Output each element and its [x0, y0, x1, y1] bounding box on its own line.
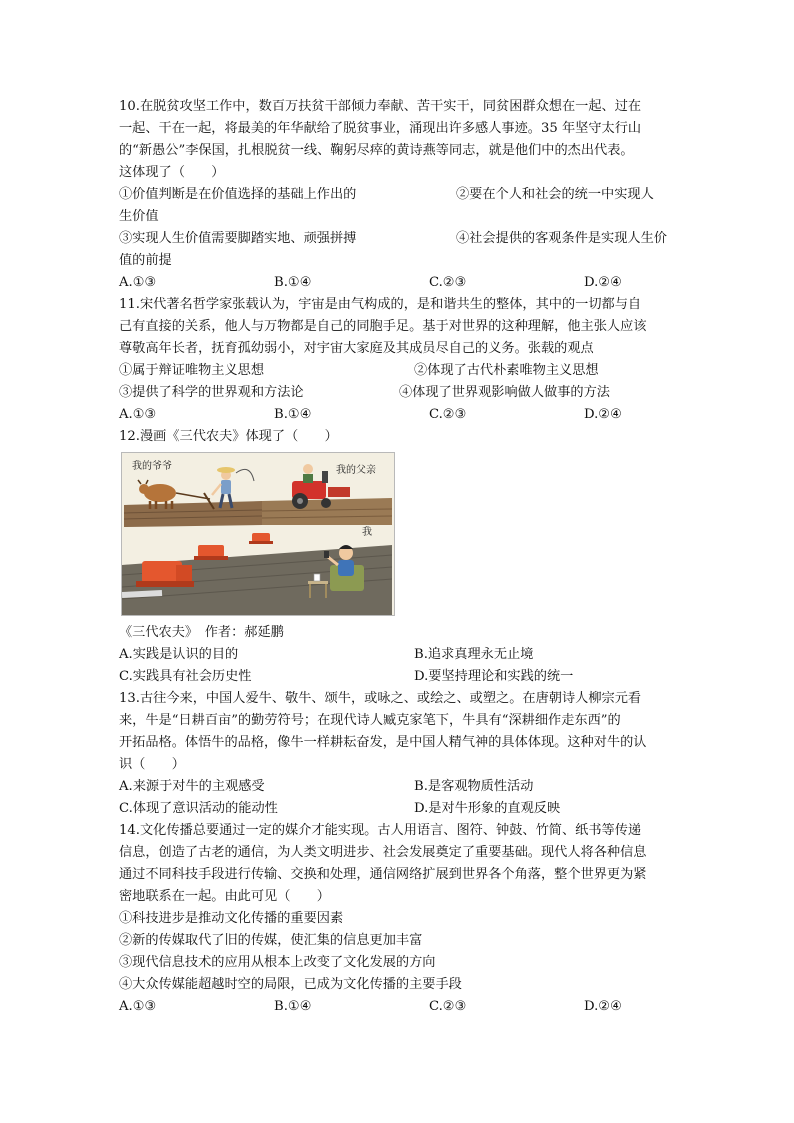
cartoon-illustration: [122, 453, 394, 615]
question-stem-line: 一起、干在一起，将最美的年华献给了脱贫事业，涌现出许多感人事迹。35 年坚守太行山: [119, 121, 642, 136]
statement-4: ④大众传媒能超越时空的局限，已成为文化传播的主要手段: [119, 977, 462, 992]
question-stem-line: 开拓品格。体悟牛的品格，像牛一样耕耘奋发，是中国人精气神的具体体现。这种对牛的认: [119, 735, 647, 750]
statement-4: ④体现了世界观影响做人做事的方法: [399, 385, 610, 400]
question-stem-line: 识（ ）: [119, 757, 185, 772]
question-stem-line: 密地联系在一起。由此可见（ ）: [119, 889, 330, 904]
statement-row: [119, 382, 679, 404]
question-stem-line: 11.宋代著名哲学家张载认为，宇宙是由气构成的，是和谐共生的整体，其中的一切都与自: [119, 297, 642, 312]
question-stem-line: 通过不同科技手段进行传输、交换和处理，通信网络扩展到世界各个角落，整个世界更为紧: [119, 867, 647, 882]
option-c[interactable]: C.实践具有社会历史性: [119, 669, 252, 684]
option-d[interactable]: D.是对牛形象的直观反映: [414, 801, 561, 816]
question-11: [119, 294, 679, 426]
statement-1: ①属于辩证唯物主义思想: [119, 363, 265, 378]
question-10: [119, 96, 679, 294]
option-b[interactable]: B.①④: [274, 275, 312, 290]
question-stem-line: 来，牛是“日耕百亩”的勤劳符号；在现代诗人臧克家笔下，牛具有“深耕细作走东西”的: [119, 713, 621, 728]
cartoon-caption: 《三代农夫》 作者：郝延鹏: [119, 625, 284, 640]
option-c[interactable]: C.②③: [429, 407, 467, 422]
statement-4: ④社会提供的客观条件是实现人生价: [456, 231, 667, 246]
option-d[interactable]: D.②④: [584, 407, 622, 422]
question-13: [119, 688, 679, 820]
cartoon-label-grandpa: 我的爷爷: [132, 461, 172, 472]
statement-row: [119, 228, 679, 250]
question-stem-line: 信息，创造了古老的通信，为人类文明进步、社会发展奠定了重要基础。现代人将各种信息: [119, 845, 647, 860]
option-b[interactable]: B.是客观物质性活动: [414, 779, 534, 794]
statement-1: ①价值判断是在价值选择的基础上作出的: [119, 187, 357, 202]
statement-3: ③实现人生价值需要脚踏实地、顽强拼搏: [119, 231, 357, 246]
answer-options: [119, 272, 679, 294]
statement-2: ②体现了古代朴素唯物主义思想: [414, 363, 599, 378]
answer-options: [119, 644, 679, 666]
option-d[interactable]: D.要坚持理论和实践的统一: [414, 669, 574, 684]
cartoon-label-me: 我: [362, 527, 372, 538]
answer-options: [119, 798, 679, 820]
question-list: [119, 96, 679, 1018]
statement-3: ③现代信息技术的应用从根本上改变了文化发展的方向: [119, 955, 436, 970]
question-stem-line: 10.在脱贫攻坚工作中，数百万扶贫干部倾力奉献、苦干实干，同贫困群众想在一起、过在: [119, 99, 642, 114]
question-14: [119, 820, 679, 1018]
question-stem-line: 尊敬高年长者，抚育孤幼弱小，对宇宙大家庭及其成员尽自己的义务。张载的观点: [119, 341, 594, 356]
statement-2: ②新的传媒取代了旧的传媒，使汇集的信息更加丰富: [119, 933, 423, 948]
answer-options: [119, 404, 679, 426]
answer-options: [119, 776, 679, 798]
option-b[interactable]: B.①④: [274, 999, 312, 1014]
statement-row: [119, 360, 679, 382]
question-12: [119, 426, 679, 688]
question-stem-line: 这体现了（ ）: [119, 165, 225, 180]
statement-2-continued: 生价值: [119, 209, 159, 224]
option-a[interactable]: A.①③: [119, 407, 157, 422]
answer-options: [119, 666, 679, 688]
option-d[interactable]: D.②④: [584, 275, 622, 290]
option-d[interactable]: D.②④: [584, 999, 622, 1014]
option-a[interactable]: A.①③: [119, 275, 157, 290]
option-a[interactable]: A.实践是认识的目的: [119, 647, 239, 662]
statement-2: ②要在个人和社会的统一中实现人: [456, 187, 654, 202]
statement-4-continued: 值的前提: [119, 253, 172, 268]
question-stem-line: 14.文化传播总要通过一定的媒介才能实现。古人用语言、图符、钟鼓、竹简、纸书等传递: [119, 823, 642, 838]
option-b[interactable]: B.①④: [274, 407, 312, 422]
option-c[interactable]: C.②③: [429, 999, 467, 1014]
answer-options: [119, 996, 679, 1018]
option-b[interactable]: B.追求真理永无止境: [414, 647, 534, 662]
question-stem-line: 12.漫画《三代农夫》体现了（ ）: [119, 429, 338, 444]
option-a[interactable]: A.①③: [119, 999, 157, 1014]
option-a[interactable]: A.来源于对牛的主观感受: [119, 779, 265, 794]
statement-3: ③提供了科学的世界观和方法论: [119, 385, 304, 400]
statement-row: [119, 184, 679, 206]
question-stem-line: 己有直接的关系，他人与万物都是自己的同胞手足。基于对世界的这种理解，他主张人应该: [119, 319, 647, 334]
cartoon-label-father: 我的父亲: [336, 465, 376, 476]
question-stem-line: 13.古往今来，中国人爱牛、敬牛、颂牛，或咏之、或绘之、或塑之。在唐朝诗人柳宗元看: [119, 691, 642, 706]
question-stem-line: 的“新愚公”李保国，扎根脱贫一线、鞠躬尽瘁的黄诗燕等同志，就是他们中的杰出代表。: [119, 143, 634, 158]
option-c[interactable]: C.体现了意识活动的能动性: [119, 801, 278, 816]
option-c[interactable]: C.②③: [429, 275, 467, 290]
cartoon-three-generations: [121, 452, 395, 616]
statement-1: ①科技进步是推动文化传播的重要因素: [119, 911, 344, 926]
